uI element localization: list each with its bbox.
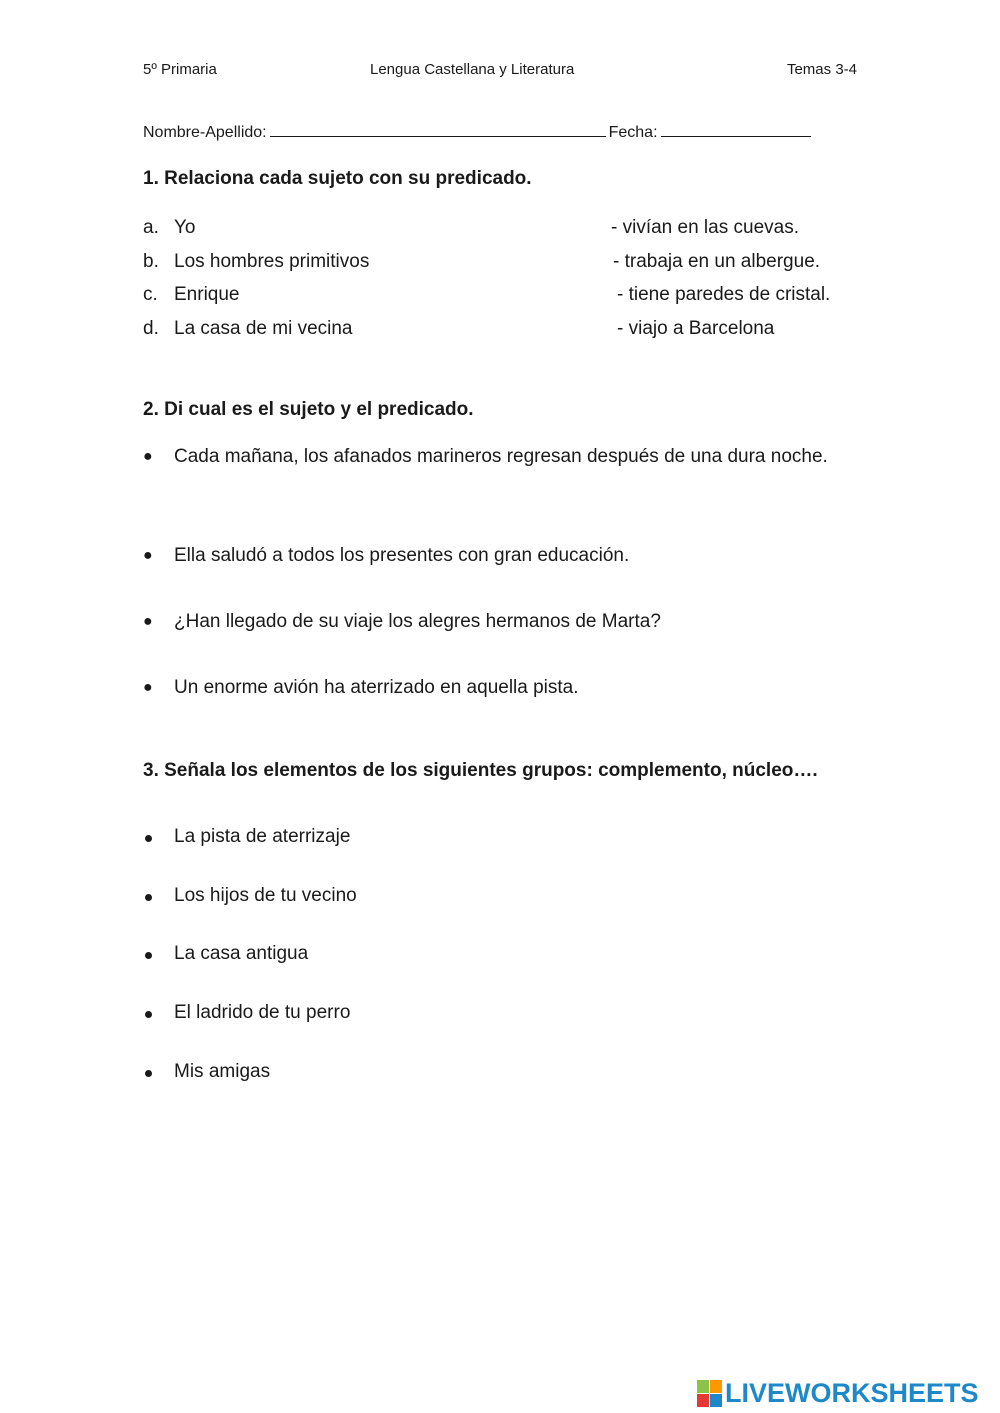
match-letter: b. — [143, 251, 159, 272]
match-predicate[interactable]: - vivían en las cuevas. — [611, 217, 799, 238]
page-header — [143, 61, 857, 81]
group-text[interactable]: La casa antigua — [174, 943, 309, 964]
sentence-item — [143, 605, 856, 638]
match-subject[interactable]: Yo — [174, 217, 196, 238]
name-field[interactable] — [270, 122, 606, 137]
group-item — [143, 943, 308, 965]
match-row — [143, 251, 857, 275]
question-2-title: 2. Di cual es el sujeto y el predicado. — [143, 399, 474, 420]
sentence-text[interactable]: Cada mañana, los afanados marineros regresan después de una dura noche. — [174, 446, 828, 467]
match-predicate[interactable]: - tiene paredes de cristal. — [617, 284, 831, 305]
group-text[interactable]: La pista de aterrizaje — [174, 826, 351, 847]
name-label: Nombre-Apellido: — [143, 124, 267, 141]
match-row — [143, 284, 857, 308]
group-item — [143, 826, 350, 848]
bullet-icon — [145, 835, 152, 842]
liveworksheets-logo-icon — [697, 1380, 723, 1408]
header-topics: Temas 3-4 — [786, 61, 857, 78]
sentence-text[interactable]: Ella saludó a todos los presentes con gran educación. — [174, 545, 630, 566]
match-subject[interactable]: Los hombres primitivos — [174, 251, 370, 272]
group-item — [143, 1002, 350, 1024]
bullet-icon: ● — [143, 448, 153, 465]
match-subject[interactable]: La casa de mi vecina — [174, 318, 353, 339]
header-subject: Lengua Castellana y Literatura — [370, 61, 575, 78]
match-predicate[interactable]: - viajo a Barcelona — [617, 318, 775, 339]
match-row — [143, 318, 857, 342]
group-text[interactable]: Mis amigas — [174, 1061, 271, 1082]
match-letter: d. — [143, 318, 159, 339]
bullet-icon: ● — [143, 613, 153, 630]
match-predicate[interactable]: - trabaja en un albergue. — [613, 251, 821, 272]
group-text[interactable]: El ladrido de tu perro — [174, 1002, 351, 1023]
sentence-item — [143, 539, 856, 572]
bullet-icon: ● — [143, 547, 153, 564]
group-text[interactable]: Los hijos de tu vecino — [174, 885, 357, 906]
bullet-icon — [145, 1070, 152, 1077]
match-subject[interactable]: Enrique — [174, 284, 240, 305]
match-letter: c. — [143, 284, 158, 305]
sentence-text[interactable]: ¿Han llegado de su viaje los alegres hermanos de Marta? — [174, 611, 661, 632]
sentence-item — [143, 440, 856, 473]
group-item — [143, 885, 357, 907]
bullet-icon — [145, 952, 152, 959]
group-item — [143, 1061, 270, 1083]
date-label: Fecha: — [608, 124, 658, 141]
bullet-icon — [145, 894, 152, 901]
date-field[interactable] — [661, 122, 811, 137]
header-grade: 5º Primaria — [143, 61, 217, 78]
sentence-item — [143, 671, 856, 704]
bullet-icon — [145, 1011, 152, 1018]
match-letter: a. — [143, 217, 159, 238]
student-info-line — [143, 122, 814, 142]
brand-text: LIVEWORKSHEETS — [725, 1378, 979, 1408]
match-row — [143, 217, 857, 241]
bullet-icon: ● — [143, 679, 153, 696]
question-3-title: 3. Señala los elementos de los siguientes grupos: complemento, núcleo…. — [143, 760, 818, 781]
sentence-text[interactable]: Un enorme avión ha aterrizado en aquella pista. — [174, 677, 579, 698]
question-1-title: 1. Relaciona cada sujeto con su predicado. — [143, 168, 532, 189]
